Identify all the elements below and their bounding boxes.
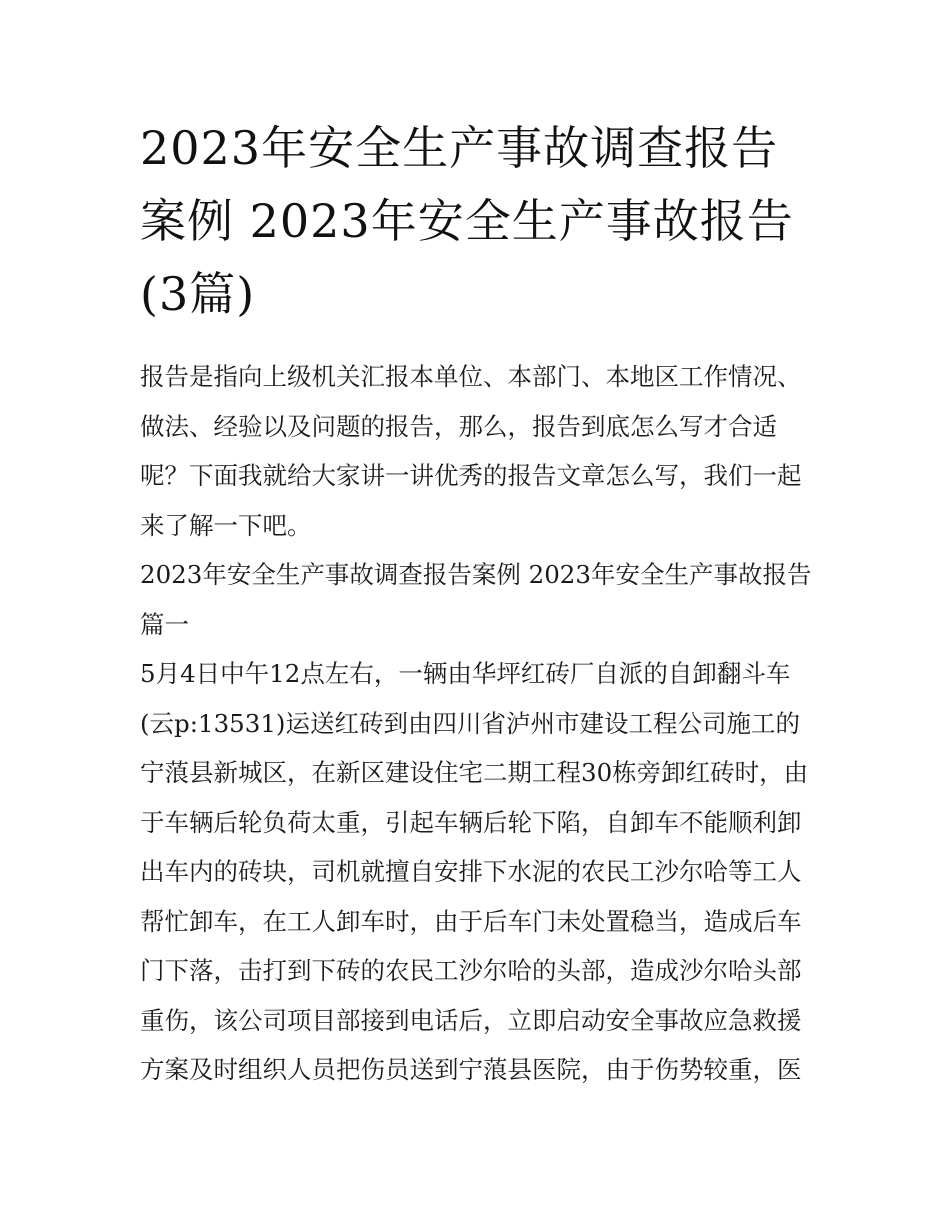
document-title: 2023年安全生产事故调查报告案例 2023年安全生产事故报告(3篇): [140, 121, 794, 321]
section-heading: 2023年安全生产事故调查报告案例 2023年安全生产事故报告篇一: [140, 560, 812, 639]
intro-paragraph: 报告是指向上级机关汇报本单位、本部门、本地区工作情况、做法、经验以及问题的报告，那么，报告到底怎么写才合适呢？下面我就给大家讲一讲优秀的报告文章怎么写，我们一起来了解一下吧。: [140, 362, 802, 540]
document-content: [140, 112, 820, 1095]
section-body-paragraph: 5月4日中午12点左右，一辆由华坪红砖厂自派的自卸翻斗车(云p:13531)运送红砖到由四川省泸州市建设工程公司施工的宁蒗县新城区，在新区建设住宅二期工程30栋旁卸红砖时，由于车辆后轮负荷太重，引起车辆后轮下陷，自卸车不能顺利卸出车内的砖块，司机就擅自安排下水泥的农民工沙尔哈等工人帮忙卸车，在工人卸车时，由于后车门未处置稳当，造成后车门下落，击打到下砖的农民工沙尔哈的头部，造成沙尔哈头部重伤，该公司项目部接到电话后，立即启动安全事故应急救援方案及时组织人员把伤员送到宁蒗县医院，由于伤势较重，医: [140, 659, 809, 1084]
